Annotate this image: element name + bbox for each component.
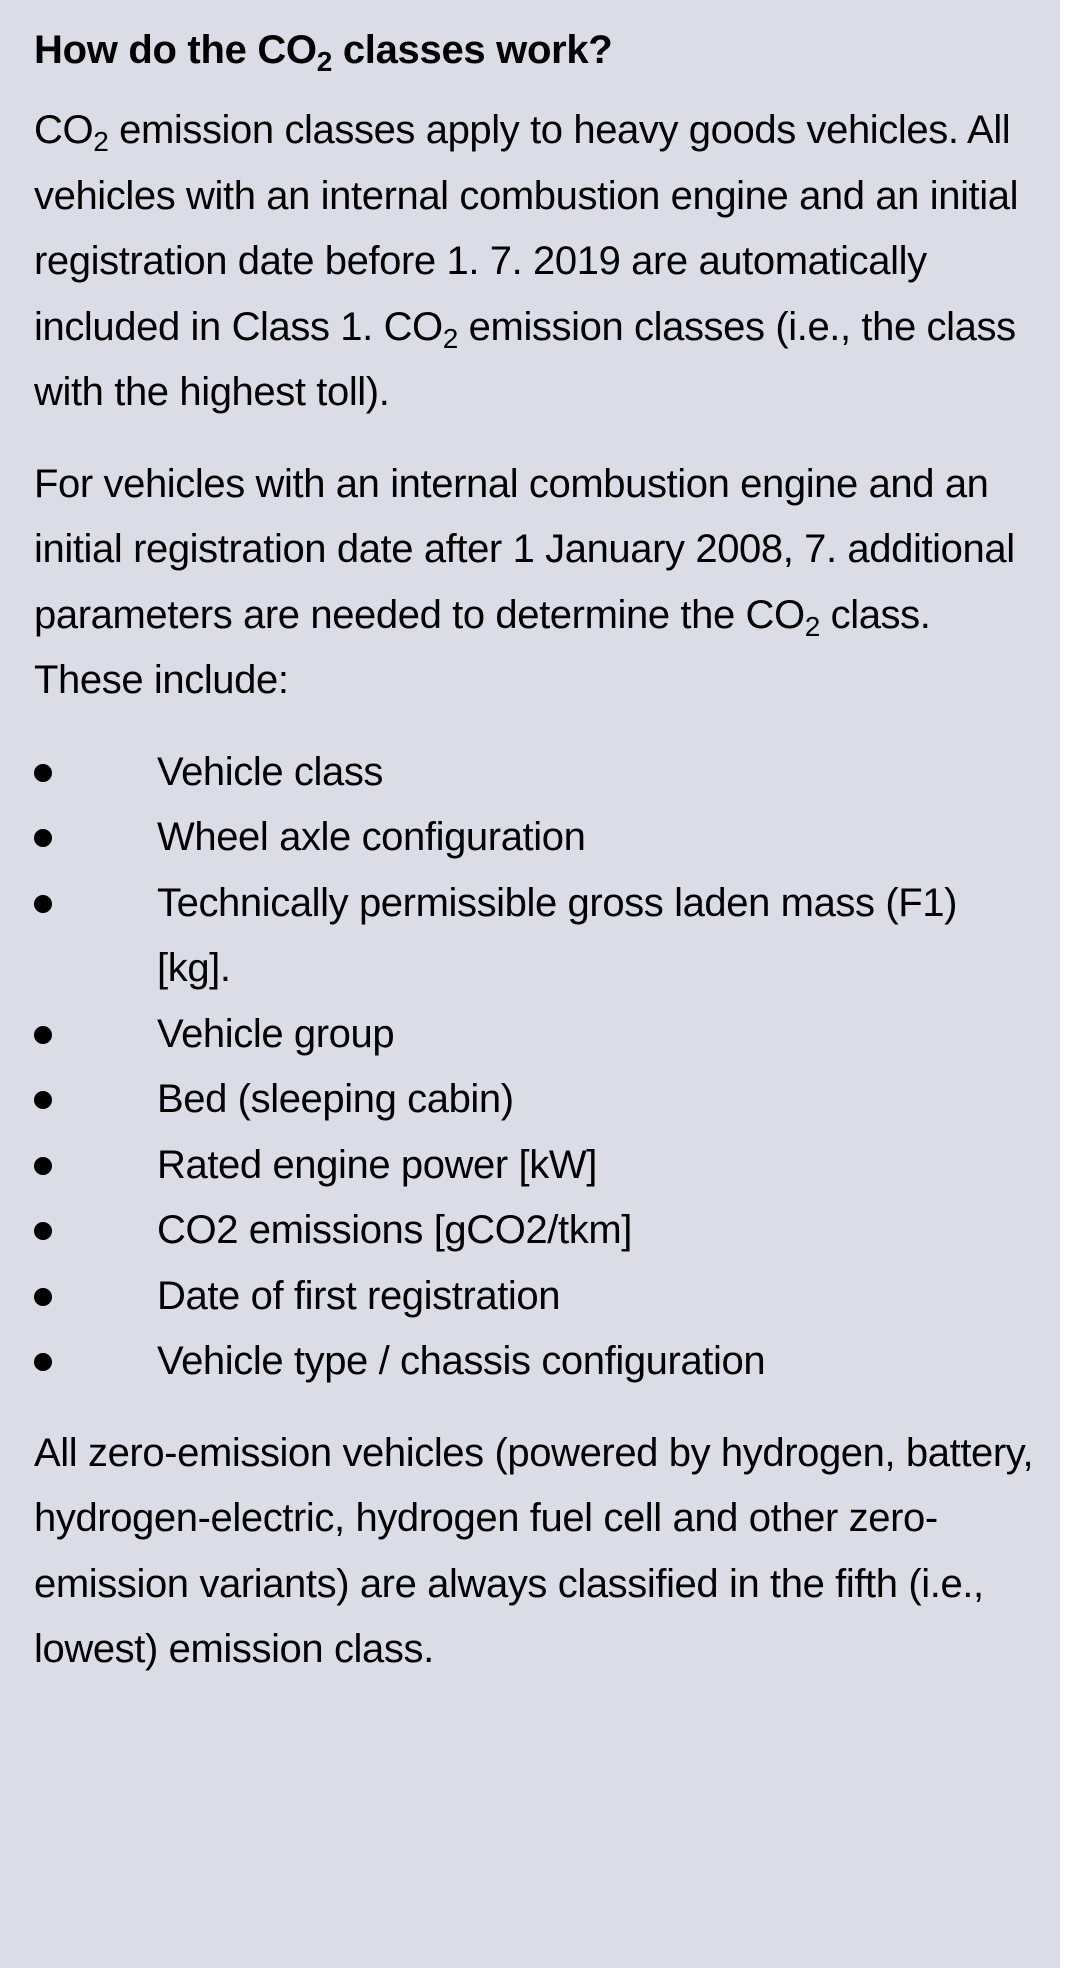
parameters-intro-paragraph — [34, 452, 1038, 714]
intro-paragraph — [34, 98, 1038, 426]
parameters-intro-text-2: class. These include: — [34, 592, 931, 702]
list-item — [34, 1133, 1038, 1199]
list-item-label: Vehicle type / chassis configuration — [157, 1339, 766, 1383]
list-item — [34, 871, 1038, 1002]
list-item — [34, 740, 1038, 806]
bullet-icon — [34, 829, 52, 847]
list-item-label: Vehicle class — [157, 749, 384, 794]
bullet-icon — [34, 1157, 52, 1175]
parameters-intro-text-1: For vehicles with an internal combustion engine and an initial registration date after 1 January 2008, 7. additional parameters are needed to determine the CO — [34, 461, 1015, 637]
list-item-label: CO2 emissions [gCO2/tkm] — [157, 1208, 632, 1252]
list-item-label: Vehicle group — [157, 1011, 395, 1056]
bullet-icon — [34, 1091, 52, 1109]
parameters-intro-subscript: 2 — [804, 610, 820, 642]
bullet-icon — [34, 1288, 52, 1306]
list-item — [34, 1198, 1038, 1264]
list-item — [34, 1264, 1038, 1330]
bullet-icon — [34, 1353, 52, 1371]
heading-subscript: 2 — [316, 45, 333, 77]
list-item-label: Date of first registration — [157, 1273, 561, 1318]
intro-text-1: CO — [34, 108, 94, 152]
intro-text-2: emission classes apply to heavy goods vehicles. All vehicles with an internal combustion engine and an initial registration date before 1. 7. 2019 are automatically included in Class 1. CO — [34, 108, 1019, 349]
list-item-label: Wheel axle configuration — [157, 815, 586, 859]
list-item-label: Technically permissible gross laden mass (F1) [kg]. — [157, 880, 958, 990]
bullet-icon — [34, 895, 52, 913]
intro-subscript-2: 2 — [442, 322, 458, 354]
heading-text-end: classes work? — [332, 28, 613, 72]
list-item-label: Rated engine power [kW] — [157, 1142, 597, 1187]
parameters-list — [34, 740, 1038, 1395]
list-item — [34, 805, 1038, 871]
bullet-icon — [34, 1026, 52, 1044]
heading-text: How do the CO — [34, 28, 317, 72]
bullet-icon — [34, 1222, 52, 1240]
zero-emission-paragraph: All zero-emission vehicles (powered by hydrogen, battery, hydrogen-electric, hydrogen fuel cell and other zero-emission variants) are always classified in the fifth (i.e., lowest) emission class. — [34, 1430, 1034, 1671]
list-item — [34, 1002, 1038, 1068]
list-item — [34, 1329, 1038, 1395]
list-item-label: Bed (sleeping cabin) — [157, 1077, 514, 1121]
intro-text-3: emission classes (i.e., the class with the highest toll). — [34, 304, 1016, 414]
intro-subscript-1: 2 — [93, 125, 109, 157]
list-item — [34, 1067, 1038, 1133]
bullet-icon — [34, 764, 52, 782]
panel-heading — [34, 24, 1038, 76]
